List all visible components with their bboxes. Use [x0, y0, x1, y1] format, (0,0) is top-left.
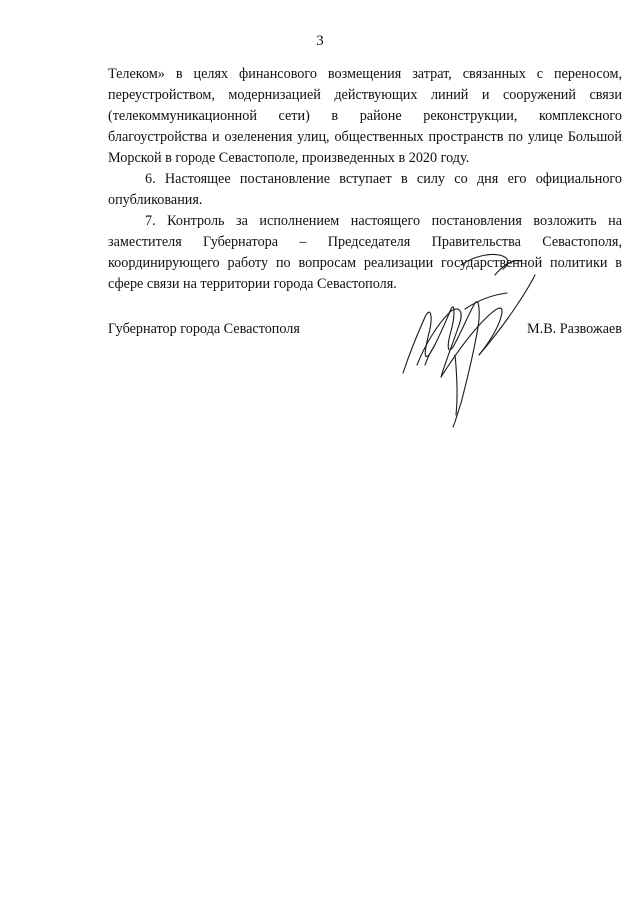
signature-block: [108, 318, 622, 340]
paragraph-7: 7. Контроль за исполнением настоящего постановления возложить на заместителя Губернатора – Председателя Правительства Севастополя, координирующего работу по вопросам реализации государственной политики в сфере связи на территории города Севастополя.: [108, 213, 622, 292]
handwritten-signature: [395, 205, 540, 430]
document-body: [108, 64, 622, 295]
page-number: 3: [316, 33, 324, 49]
signatory-name: М.В. Развожаев: [527, 321, 622, 337]
paragraph-6: 6. Настоящее постановление вступает в силу со дня его официального опубликования.: [108, 171, 622, 208]
signatory-position: Губернатор города Севастополя: [108, 321, 300, 337]
paragraph-continuation: Телеком» в целях финансового возмещения затрат, связанных с переносом, переустройством, модернизацией действующих линий и сооружений связи (телекоммуникационной сети) в районе реконструкции, комплексного благоустройства и озеленения улиц, общественных пространств по улице Большой Морской в городе Севастополе, произведенных в 2020 году.: [108, 66, 622, 166]
